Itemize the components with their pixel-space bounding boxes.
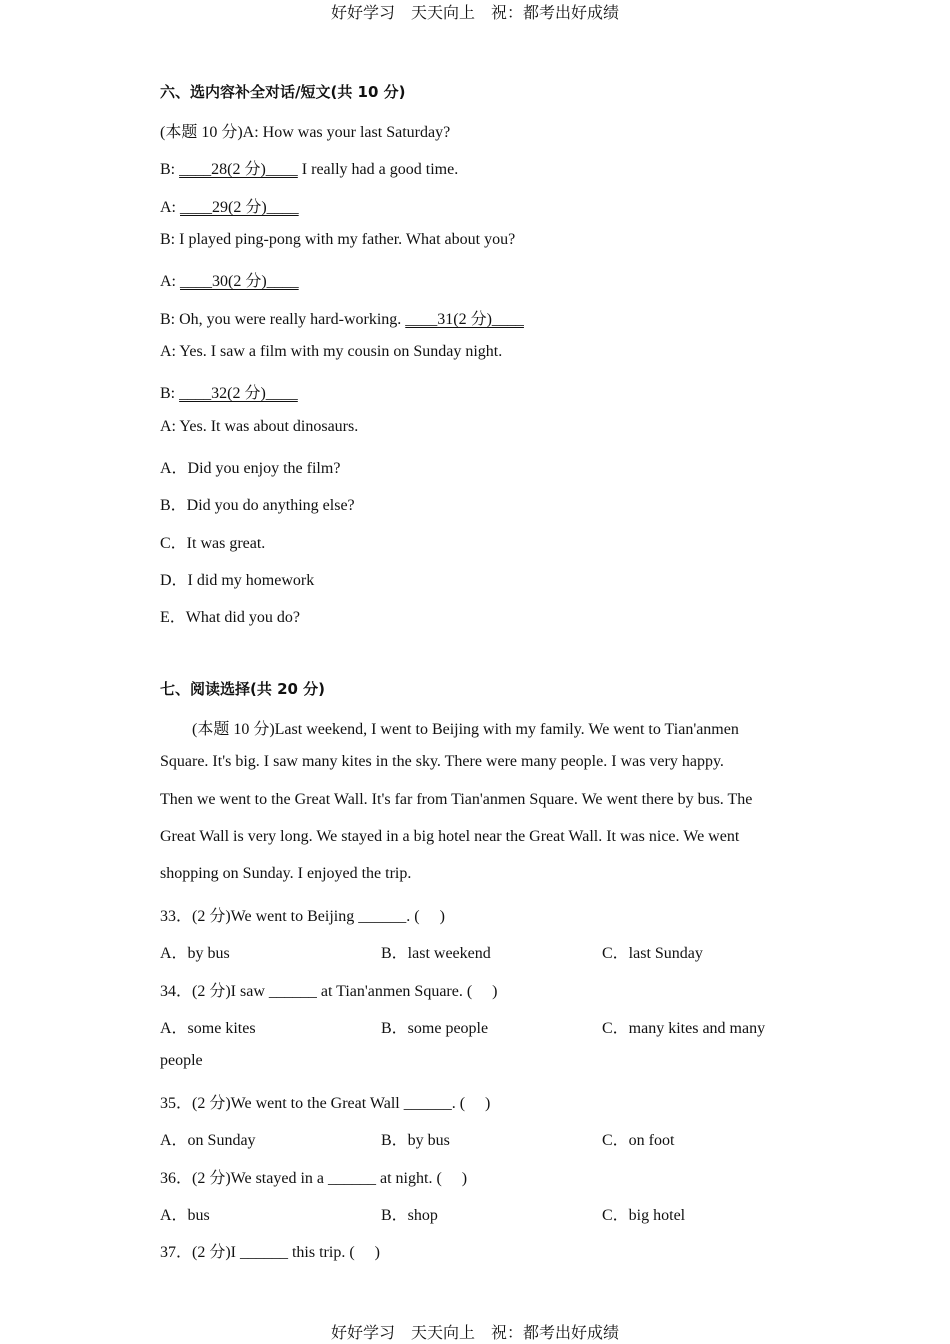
- question-36: 36．(2 分)We stayed in a ______ at night. ( ): [160, 1170, 468, 1187]
- dialogue-line: A: Yes. I saw a film with my cousin on Sunday night.: [160, 343, 503, 360]
- q35-option-c[interactable]: C．on foot: [602, 1132, 675, 1149]
- dialogue-line: B: Oh, you were really hard-working. ____31(2 分)____: [160, 311, 524, 328]
- dialogue-line: A: ____30(2 分)____: [160, 273, 299, 290]
- passage-line: Square. It's big. I saw many kites in the sky. There were many people. I was very happy.: [160, 753, 724, 770]
- option-d[interactable]: D．I did my homework: [160, 572, 315, 589]
- answer-blank-29[interactable]: ____29(2 分)____: [180, 199, 299, 216]
- passage-line: Then we went to the Great Wall. It's far from Tian'anmen Square. We went there by bus. The: [160, 791, 753, 808]
- dialogue-line: A: Yes. It was about dinosaurs.: [160, 418, 359, 435]
- answer-blank-28[interactable]: ____28(2 分)____: [179, 161, 298, 178]
- passage-line: (本题 10 分)Last weekend, I went to Beijing with my family. We went to Tian'anmen: [192, 721, 739, 738]
- passage-line: Great Wall is very long. We stayed in a big hotel near the Great Wall. It was nice. We went: [160, 828, 740, 845]
- option-c[interactable]: C．It was great.: [160, 535, 266, 552]
- page-footer: 好好学习 天天向上 祝：都考出好成绩: [330, 1323, 619, 1342]
- option-b[interactable]: B．Did you do anything else?: [160, 497, 355, 514]
- page-header: 好好学习 天天向上 祝：都考出好成绩: [330, 3, 619, 22]
- answer-blank-30[interactable]: ____30(2 分)____: [180, 273, 299, 290]
- question-37: 37．(2 分)I ______ this trip. ( ): [160, 1244, 380, 1261]
- section-7-title: 七、阅读选择(共 20 分): [160, 680, 326, 698]
- dialogue-line: (本题 10 分)A: How was your last Saturday?: [160, 124, 451, 141]
- q34-option-a[interactable]: A．some kites: [160, 1020, 256, 1037]
- q34-option-c-wrap: people: [160, 1052, 203, 1069]
- section-6-title: 六、选内容补全对话/短文(共 10 分): [160, 83, 406, 101]
- option-a[interactable]: A．Did you enjoy the film?: [160, 460, 341, 477]
- q33-option-c[interactable]: C．last Sunday: [602, 945, 703, 962]
- dialogue-line: A: ____29(2 分)____: [160, 199, 299, 216]
- q35-option-b[interactable]: B．by bus: [381, 1132, 450, 1149]
- q33-option-a[interactable]: A．by bus: [160, 945, 230, 962]
- q34-option-c[interactable]: C．many kites and many: [602, 1020, 766, 1037]
- dialogue-line: B: I played ping-pong with my father. What about you?: [160, 231, 516, 248]
- q34-option-b[interactable]: B．some people: [381, 1020, 489, 1037]
- answer-blank-32[interactable]: ____32(2 分)____: [179, 385, 298, 402]
- q36-option-b[interactable]: B．shop: [381, 1207, 438, 1224]
- q35-option-a[interactable]: A．on Sunday: [160, 1132, 256, 1149]
- q33-option-b[interactable]: B．last weekend: [381, 945, 491, 962]
- question-33: 33．(2 分)We went to Beijing ______. ( ): [160, 908, 445, 925]
- q36-option-c[interactable]: C．big hotel: [602, 1207, 686, 1224]
- dialogue-line: B: ____32(2 分)____: [160, 385, 298, 402]
- question-35: 35．(2 分)We went to the Great Wall ______. ( ): [160, 1095, 491, 1112]
- answer-blank-31[interactable]: ____31(2 分)____: [405, 311, 524, 328]
- q36-option-a[interactable]: A．bus: [160, 1207, 210, 1224]
- option-e[interactable]: E．What did you do?: [160, 609, 300, 626]
- dialogue-line: B: ____28(2 分)____ I really had a good time.: [160, 161, 459, 178]
- question-34: 34．(2 分)I saw ______ at Tian'anmen Square. ( ): [160, 983, 498, 1000]
- passage-line: shopping on Sunday. I enjoyed the trip.: [160, 865, 412, 882]
